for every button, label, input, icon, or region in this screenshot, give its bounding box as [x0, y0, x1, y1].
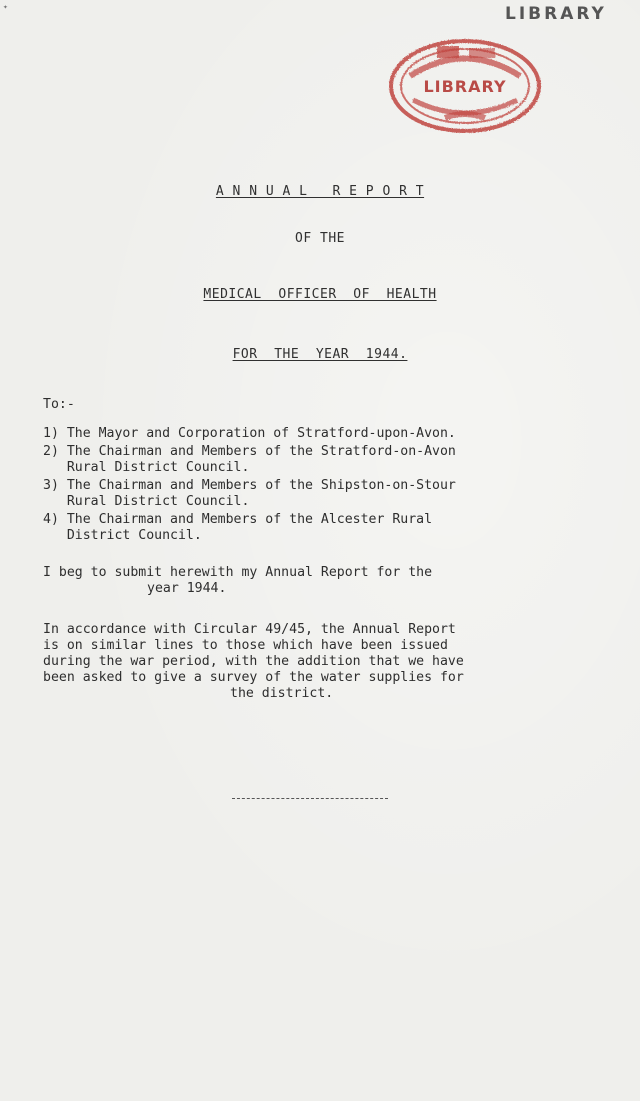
para2-line-3: during the war period, with the addition that we have [43, 654, 464, 669]
para1-line-1: I beg to submit herewith my Annual Report for the [43, 565, 433, 580]
recipient-4-line-2: District Council. [43, 528, 202, 543]
closing-divider [232, 798, 388, 799]
para2-line-4: been asked to give a survey of the water supplies for [43, 670, 464, 685]
para2-line-2: is on similar lines to those which have been issued [43, 638, 448, 653]
library-seal-icon [385, 36, 545, 136]
seal-label: LIBRARY [423, 77, 507, 96]
recipient-1-line-1: 1) The Mayor and Corporation of Stratford-upon-Avon. [43, 426, 456, 441]
library-stamp-text: LIBRARY [505, 4, 607, 24]
para2-line-1: In accordance with Circular 49/45, the Annual Report [43, 622, 456, 637]
recipient-2-line-2: Rural District Council. [43, 460, 250, 475]
recipient-3-line-1: 3) The Chairman and Members of the Shipston-on-Stour [43, 478, 456, 493]
recipient-2-line-1: 2) The Chairman and Members of the Stratford-on-Avon [43, 444, 456, 459]
of-the-line: OF THE [295, 231, 345, 246]
salutation: To:- [43, 397, 75, 412]
recipient-3-line-2: Rural District Council. [43, 494, 250, 509]
recipient-4-line-1: 4) The Chairman and Members of the Alcester Rural [43, 512, 433, 527]
corner-mark-icon: ✦ [3, 2, 8, 11]
para1-line-2: year 1944. [147, 581, 227, 596]
para2-line-5: the district. [230, 686, 334, 701]
officer-title: MEDICAL OFFICER OF HEALTH [203, 287, 437, 302]
report-title: A N N U A L R E P O R T [215, 184, 425, 199]
year-line: FOR THE YEAR 1944. [232, 347, 408, 362]
